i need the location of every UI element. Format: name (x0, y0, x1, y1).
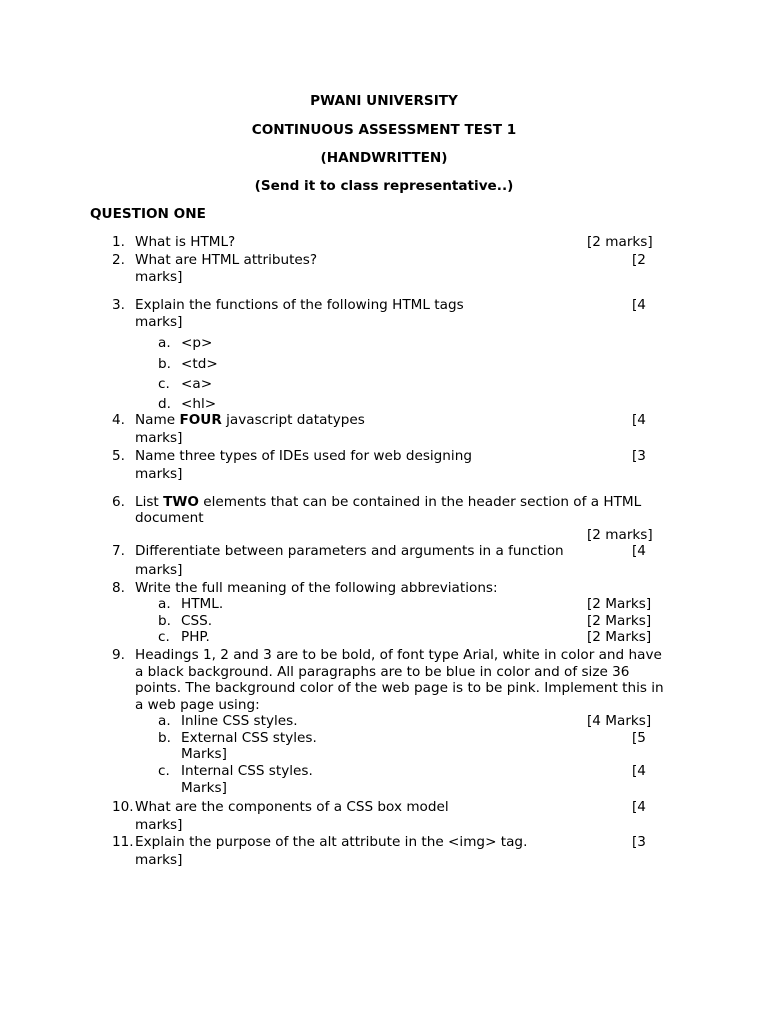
question-text: Explain the purpose of the alt attribute in the <img> tag. (135, 834, 528, 850)
question-marks: [4 (632, 297, 646, 313)
question-marks: [4 (632, 412, 646, 428)
mode-note: (HANDWRITTEN) (320, 150, 448, 166)
sub-item-marks: [4 Marks] (587, 713, 652, 729)
sub-item-text: PHP. (181, 629, 210, 645)
sub-item-label: c. (158, 629, 170, 645)
sub-item-marks: [5 (632, 730, 646, 746)
question-marks-cont: marks] (135, 466, 183, 482)
question-number: 1. (112, 234, 125, 250)
sub-item-marks-cont: Marks] (181, 780, 227, 796)
question-marks: [2 marks] (587, 527, 653, 543)
question-text-cont: a web page using: (135, 697, 260, 713)
test-title: CONTINUOUS ASSESSMENT TEST 1 (251, 122, 517, 138)
question-marks: [3 (632, 834, 646, 850)
sub-item-text: <hl> (181, 396, 217, 412)
question-number: 10. (112, 799, 134, 815)
sub-item-marks: [2 Marks] (587, 613, 652, 629)
question-number: 5. (112, 448, 125, 464)
question-marks-cont: marks] (135, 430, 183, 446)
sub-item-label: b. (158, 730, 171, 746)
question-marks-cont: marks] (135, 562, 183, 578)
question-text: What is HTML? (135, 234, 236, 250)
question-number: 11. (112, 834, 134, 850)
sub-item-label: c. (158, 763, 170, 779)
sub-item-label: a. (158, 713, 171, 729)
question-text: List TWO elements that can be contained in the header section of a HTML (135, 494, 642, 510)
question-number: 2. (112, 252, 125, 268)
sub-item-label: a. (158, 596, 171, 612)
question-text-cont: a black background. All paragraphs are to be blue in color and of size 36 (135, 664, 630, 680)
question-text: What are HTML attributes? (135, 252, 318, 268)
question-marks: [2 marks] (587, 234, 653, 250)
question-number: 4. (112, 412, 125, 428)
sub-item-text: <td> (181, 356, 218, 372)
question-number: 3. (112, 297, 125, 313)
university-title: PWANI UNIVERSITY (310, 93, 458, 109)
sub-item-label: b. (158, 356, 171, 372)
question-text-cont: points. The background color of the web page is to be pink. Implement this in (135, 680, 664, 696)
question-number: 7. (112, 543, 125, 559)
sub-item-marks: [2 Marks] (587, 596, 652, 612)
sub-item-text: Inline CSS styles. (181, 713, 298, 729)
question-text: What are the components of a CSS box model (135, 799, 449, 815)
question-marks: [4 (632, 799, 646, 815)
section-title: QUESTION ONE (90, 206, 206, 222)
sub-item-marks: [4 (632, 763, 646, 779)
sub-item-text: <p> (181, 335, 213, 351)
question-marks: [4 (632, 543, 646, 559)
question-marks-cont: marks] (135, 852, 183, 868)
sub-item-text: <a> (181, 376, 213, 392)
question-text: Headings 1, 2 and 3 are to be bold, of font type Arial, white in color and have (135, 647, 662, 663)
question-marks-cont: marks] (135, 817, 183, 833)
sub-item-text: Internal CSS styles. (181, 763, 313, 779)
sub-item-label: d. (158, 396, 171, 412)
question-text: Name three types of IDEs used for web designing (135, 448, 472, 464)
question-text-cont: document (135, 510, 204, 526)
sub-item-label: c. (158, 376, 170, 392)
sub-item-text: External CSS styles. (181, 730, 317, 746)
sub-item-text: HTML. (181, 596, 224, 612)
question-text: Differentiate between parameters and arguments in a function (135, 543, 564, 559)
sub-item-label: a. (158, 335, 171, 351)
sub-item-marks-cont: Marks] (181, 746, 227, 762)
sub-item-text: CSS. (181, 613, 213, 629)
sub-item-marks: [2 Marks] (587, 629, 652, 645)
instruction-note: (Send it to class representative..) (254, 178, 514, 194)
question-marks-cont: marks] (135, 269, 183, 285)
question-number: 6. (112, 494, 125, 510)
question-number: 9. (112, 647, 125, 663)
question-marks: [2 (632, 252, 646, 268)
question-marks: [3 (632, 448, 646, 464)
question-text: Explain the functions of the following HTML tags (135, 297, 464, 313)
question-text: Write the full meaning of the following abbreviations: (135, 580, 498, 596)
question-text: Name FOUR javascript datatypes (135, 412, 365, 428)
question-marks-cont: marks] (135, 314, 183, 330)
question-number: 8. (112, 580, 125, 596)
sub-item-label: b. (158, 613, 171, 629)
